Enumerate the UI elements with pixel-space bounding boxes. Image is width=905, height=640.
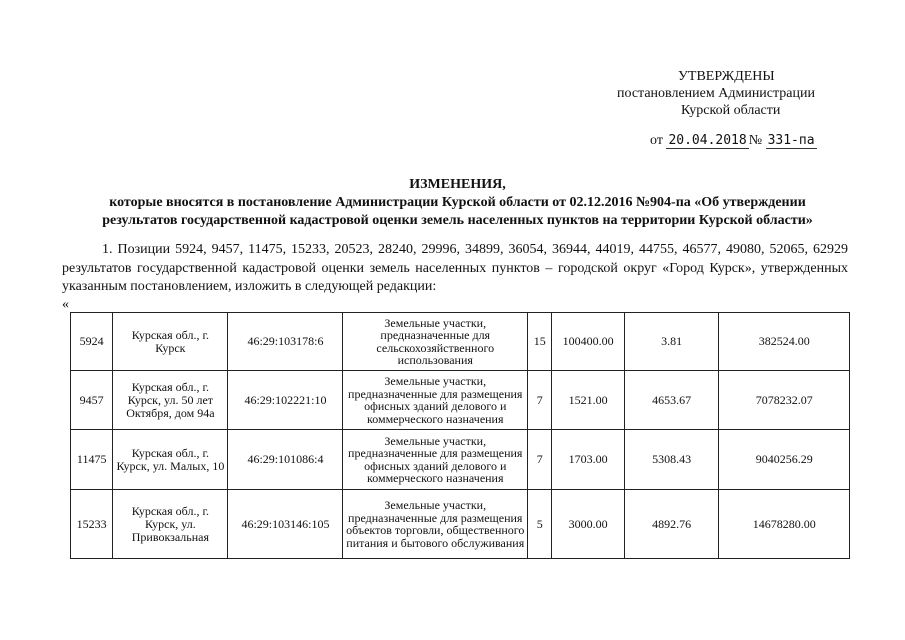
cadastral-value-cell: 382524.00 [719,313,850,371]
address-cell: Курская обл., г. Курск, ул. Малых, 10 [113,430,228,490]
approval-authority: постановлением Администрации [617,86,815,101]
heading-title: ИЗМЕНЕНИЯ, [409,177,506,192]
position-number: 5924 [71,313,113,371]
approval-stamp [600,68,840,119]
cadastral-value-cell: 7078232.07 [719,371,850,430]
cadastral-value-cell: 14678280.00 [719,490,850,559]
group-cell: 7 [528,371,552,430]
specific-value-cell: 4892.76 [624,490,719,559]
land-use-cell: Земельные участки, предназначенные для сельскохозяйственного использования [343,313,528,371]
area-cell: 3000.00 [552,490,625,559]
area-cell: 1703.00 [552,430,625,490]
date-prefix: от [650,133,663,148]
decree-date: 20.04.2018 [668,133,747,148]
table-row [71,313,850,371]
group-cell: 15 [528,313,552,371]
heading-line-2: которые вносятся в постановление Администрации Курской области от 02.12.2016 №904-па «Об утверждении [109,195,806,210]
address-cell: Курская обл., г. Курск, ул. Привокзальная [113,490,228,559]
cadastral-number: 46:29:103146:105 [228,490,343,559]
opening-quote: « [62,297,69,312]
heading-line-3: результатов государственной кадастровой оценки земель населенных пунктов на территории Курской области» [102,213,813,228]
cadastral-number: 46:29:102221:10 [228,371,343,430]
decree-date-line [650,133,817,149]
document-heading [40,176,875,230]
cadastral-number: 46:29:101086:4 [228,430,343,490]
address-cell: Курская обл., г. Курск, ул. 50 лет Октября, дом 94а [113,371,228,430]
intro-paragraph [62,241,848,297]
position-number: 15233 [71,490,113,559]
table-row [71,371,850,430]
cadastral-value-cell: 9040256.29 [719,430,850,490]
specific-value-cell: 4653.67 [624,371,719,430]
land-use-cell: Земельные участки, предназначенные для размещения объектов торговли, общественного питания и бытового обслуживания [343,490,528,559]
land-use-cell: Земельные участки, предназначенные для размещения офисных зданий делового и коммерческого назначения [343,371,528,430]
table-row [71,430,850,490]
number-sign: № [748,133,763,148]
table-row [71,490,850,559]
position-number: 11475 [71,430,113,490]
group-cell: 7 [528,430,552,490]
group-cell: 5 [528,490,552,559]
decree-number: 331-па [767,133,815,148]
approval-title: УТВЕРЖДЕНЫ [678,69,775,84]
area-cell: 100400.00 [552,313,625,371]
intro-text: 1. Позиции 5924, 9457, 11475, 15233, 20523, 28240, 29996, 34899, 36054, 36944, 44019, 44755, 46577, 49080, 52065, 62929 результатов государственной кадастровой оценки земель населенных пунктов – городской округ «Город Курск», утвержденных указанным постановлением, изложить в следующей редакции: [62,242,848,294]
position-number: 9457 [71,371,113,430]
approval-region: Курской области [681,103,781,118]
land-use-cell: Земельные участки, предназначенные для размещения офисных зданий делового и коммерческого назначения [343,430,528,490]
positions-table [70,312,850,559]
address-cell: Курская обл., г. Курск [113,313,228,371]
cadastral-number: 46:29:103178:6 [228,313,343,371]
specific-value-cell: 3.81 [624,313,719,371]
area-cell: 1521.00 [552,371,625,430]
specific-value-cell: 5308.43 [624,430,719,490]
